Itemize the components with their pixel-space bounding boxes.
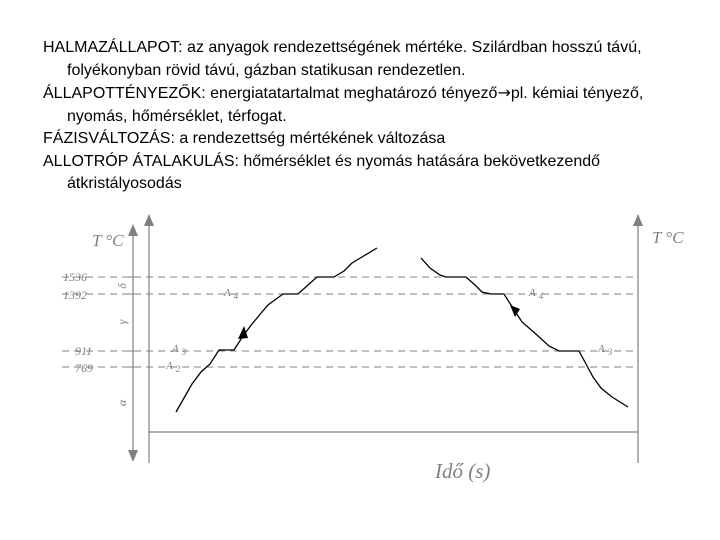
right-arrow-icon: → xyxy=(497,83,511,102)
temp-label-911: 911 xyxy=(75,344,93,358)
cooling-a4-label: A $_4$ xyxy=(529,287,544,301)
halmazallapot-definition: HALMAZÁLLAPOT: az anyagok rendezettségének mértéke. Szilárdban hosszú távú, folyékonyban rövid távú, gázban statikusan rendezetlen. xyxy=(43,39,642,79)
time-axis-label: Idő (s) xyxy=(435,459,491,483)
temp-label-1536: 1536 xyxy=(63,270,87,284)
heating-curve xyxy=(176,248,377,412)
cooling-a3-label: A $_3$ xyxy=(598,343,613,357)
allapottenyezok-examples: pl. kémiai tényező, nyomás, hőmérséklet, térfogat. xyxy=(67,85,644,125)
right-axis-label: T °C xyxy=(652,228,684,247)
left-axis-label: T °C xyxy=(92,231,124,250)
cooling-direction-arrow-icon xyxy=(510,305,520,317)
phase-label-gamma: γ xyxy=(115,319,129,325)
cooling-curve xyxy=(421,258,628,407)
fazisvaltozas-definition: FÁZISVÁLTOZÁS: a rendezettség mértékének változása xyxy=(43,130,446,147)
heating-a4-label: A $_4$ xyxy=(224,287,239,301)
heating-a2-label: A $_2$ xyxy=(166,360,181,374)
right-axis-arrowhead-icon xyxy=(633,214,643,226)
allotrop-definition: ALLOTRÓP ÁTALAKULÁS: hőmérséklet és nyomás hatására bekövetkezendő átkristályosodás xyxy=(43,152,601,192)
phase-label-delta: δ xyxy=(115,283,129,289)
left-axis-arrowhead-icon xyxy=(128,224,138,236)
time-origin-arrowhead-icon xyxy=(144,214,154,226)
temp-label-1392: 1392 xyxy=(63,288,87,302)
left-axis-bottom-arrowhead-icon xyxy=(128,450,138,462)
temp-label-769: 769 xyxy=(75,361,93,375)
heating-a3-label: A $_3$ xyxy=(172,343,187,357)
phase-label-alpha: α xyxy=(115,399,129,407)
allapottenyezok-text: ÁLLAPOTTÉNYEZŐK: energiatatartalmat meghatározó tényező xyxy=(43,85,498,102)
heating-direction-arrow-icon xyxy=(238,326,248,339)
